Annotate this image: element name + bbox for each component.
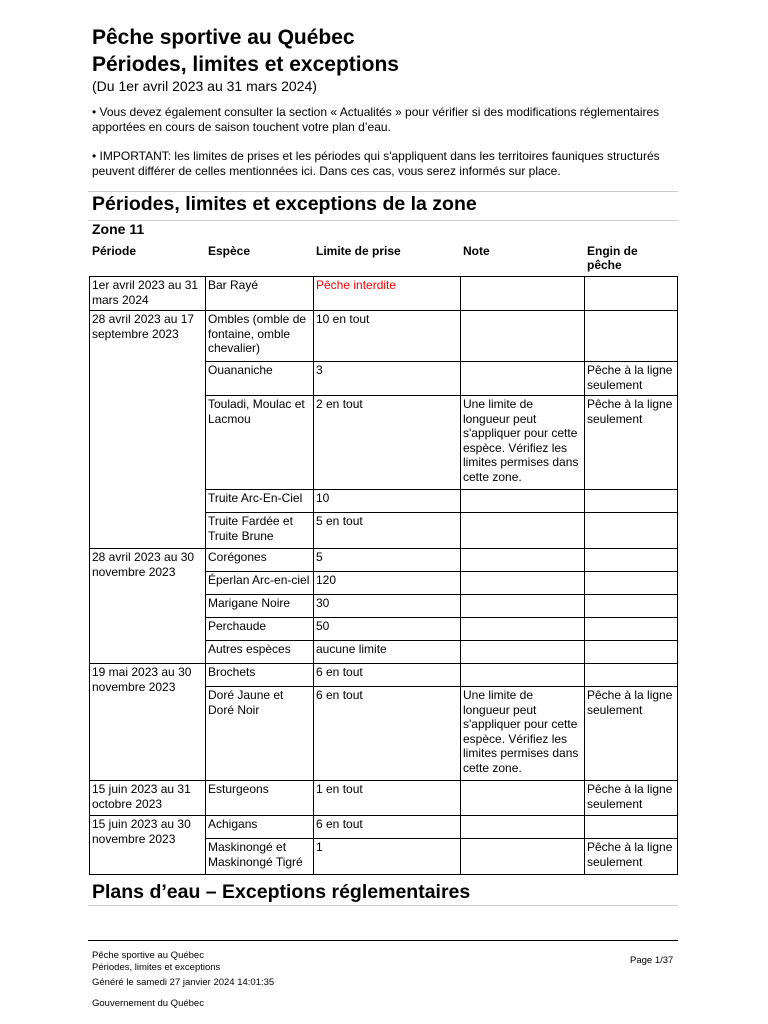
species-cell: Ouananiche (206, 362, 314, 396)
species-cell: Marigane Noire (206, 595, 314, 618)
footer-generated: Généré le samedi 27 janvier 2024 14:01:35 (92, 977, 275, 988)
gear-cell (585, 641, 678, 664)
note-cell (461, 311, 585, 362)
limit-cell: 6 en tout (314, 664, 461, 687)
document-subtitle: Périodes, limites et exceptions (92, 53, 399, 76)
limit-cell: Pêche interdite (314, 277, 461, 311)
note-cell: Une limite de longueur peut s'appliquer pour cette espèce. Vérifiez les limites permises dans cette zone. (461, 687, 585, 781)
gear-cell (585, 618, 678, 641)
gear-cell (585, 277, 678, 311)
species-cell: Esturgeons (206, 781, 314, 816)
species-cell: Corégones (206, 549, 314, 572)
species-cell: Doré Jaune et Doré Noir (206, 687, 314, 781)
note-important: • IMPORTANT: les limites de prises et les périodes qui s'appliquent dans les territoires fauniques structurés peuvent différer de celles mentionnées ici. Dans ces cas, vous serez informés sur place. (92, 149, 660, 178)
table-row (90, 781, 678, 816)
footer-rule (88, 940, 678, 941)
regulations-table-body (90, 277, 678, 875)
table-row (90, 311, 678, 362)
limit-cell: 6 en tout (314, 816, 461, 839)
note-cell (461, 277, 585, 311)
divider (88, 905, 678, 906)
footer-line2: Périodes, limites et exceptions (92, 962, 221, 973)
period-cell: 28 avril 2023 au 30 novembre 2023 (90, 549, 206, 664)
document-title: Pêche sportive au Québec (92, 26, 355, 49)
column-header-espece: Espèce (208, 244, 251, 258)
limit-cell: 30 (314, 595, 461, 618)
period-cell: 15 juin 2023 au 31 octobre 2023 (90, 781, 206, 816)
gear-cell: Pêche à la ligne seulement (585, 839, 678, 875)
gear-cell: Pêche à la ligne seulement (585, 781, 678, 816)
limit-cell: 6 en tout (314, 687, 461, 781)
gear-cell (585, 664, 678, 687)
limit-cell: 5 (314, 549, 461, 572)
gear-cell (585, 549, 678, 572)
gear-cell (585, 595, 678, 618)
gear-cell: Pêche à la ligne seulement (585, 687, 678, 781)
column-header-engin: Engin de pêche (587, 244, 638, 272)
page-number: Page 1/37 (630, 955, 674, 966)
period-cell: 28 avril 2023 au 17 septembre 2023 (90, 311, 206, 549)
limit-cell: aucune limite (314, 641, 461, 664)
limit-cell: 3 (314, 362, 461, 396)
limit-cell: 1 (314, 839, 461, 875)
species-cell: Ombles (omble de fontaine, omble chevalier) (206, 311, 314, 362)
table-row (90, 277, 678, 311)
gear-cell (585, 572, 678, 595)
section-title: Périodes, limites et exceptions de la zone (92, 193, 477, 215)
column-header-periode: Période (92, 244, 137, 258)
period-cell: 1er avril 2023 au 31 mars 2024 (90, 277, 206, 311)
species-cell: Maskinongé et Maskinongé Tigré (206, 839, 314, 875)
species-cell: Touladi, Moulac et Lacmou (206, 396, 314, 490)
note-cell (461, 816, 585, 839)
note-cell (461, 513, 585, 549)
note-cell (461, 362, 585, 396)
date-range: (Du 1er avril 2023 au 31 mars 2024) (92, 78, 317, 94)
note-cell (461, 839, 585, 875)
note-cell (461, 641, 585, 664)
footer-gov: Gouvernement du Québec (92, 998, 204, 1009)
regulations-table (89, 276, 678, 875)
gear-cell: Pêche à la ligne seulement (585, 396, 678, 490)
species-cell: Brochets (206, 664, 314, 687)
species-cell: Achigans (206, 816, 314, 839)
footer-line1: Pêche sportive au Québec (92, 950, 204, 961)
species-cell: Éperlan Arc-en-ciel (206, 572, 314, 595)
zone-title: Zone 11 (92, 221, 145, 237)
divider (88, 220, 678, 221)
limit-cell: 10 en tout (314, 311, 461, 362)
note-cell: Une limite de longueur peut s'appliquer pour cette espèce. Vérifiez les limites permises dans cette zone. (461, 396, 585, 490)
period-cell: 15 juin 2023 au 30 novembre 2023 (90, 816, 206, 875)
gear-cell (585, 311, 678, 362)
limit-cell: 120 (314, 572, 461, 595)
limit-cell: 2 en tout (314, 396, 461, 490)
species-cell: Truite Arc-En-Ciel (206, 490, 314, 513)
gear-cell (585, 513, 678, 549)
section2-title: Plans d’eau – Exceptions réglementaires (92, 881, 471, 903)
column-header-limite: Limite de prise (316, 244, 401, 258)
species-cell: Bar Rayé (206, 277, 314, 311)
limit-cell: 50 (314, 618, 461, 641)
limit-cell: 5 en tout (314, 513, 461, 549)
species-cell: Autres espèces (206, 641, 314, 664)
note-cell (461, 490, 585, 513)
gear-cell (585, 816, 678, 839)
table-row (90, 549, 678, 572)
species-cell: Truite Fardée et Truite Brune (206, 513, 314, 549)
column-header-note: Note (463, 244, 490, 258)
limit-cell: 1 en tout (314, 781, 461, 816)
note-cell (461, 595, 585, 618)
gear-cell (585, 490, 678, 513)
species-cell: Perchaude (206, 618, 314, 641)
note-cell (461, 664, 585, 687)
note-cell (461, 618, 585, 641)
note-cell (461, 572, 585, 595)
period-cell: 19 mai 2023 au 30 novembre 2023 (90, 664, 206, 781)
gear-cell: Pêche à la ligne seulement (585, 362, 678, 396)
limit-cell: 10 (314, 490, 461, 513)
note-cell (461, 781, 585, 816)
table-row (90, 664, 678, 687)
table-row (90, 816, 678, 839)
note-actualites: • Vous devez également consulter la section « Actualités » pour vérifier si des modifications réglementaires apportées en cours de saison touchent votre plan d’eau. (92, 105, 660, 134)
note-cell (461, 549, 585, 572)
